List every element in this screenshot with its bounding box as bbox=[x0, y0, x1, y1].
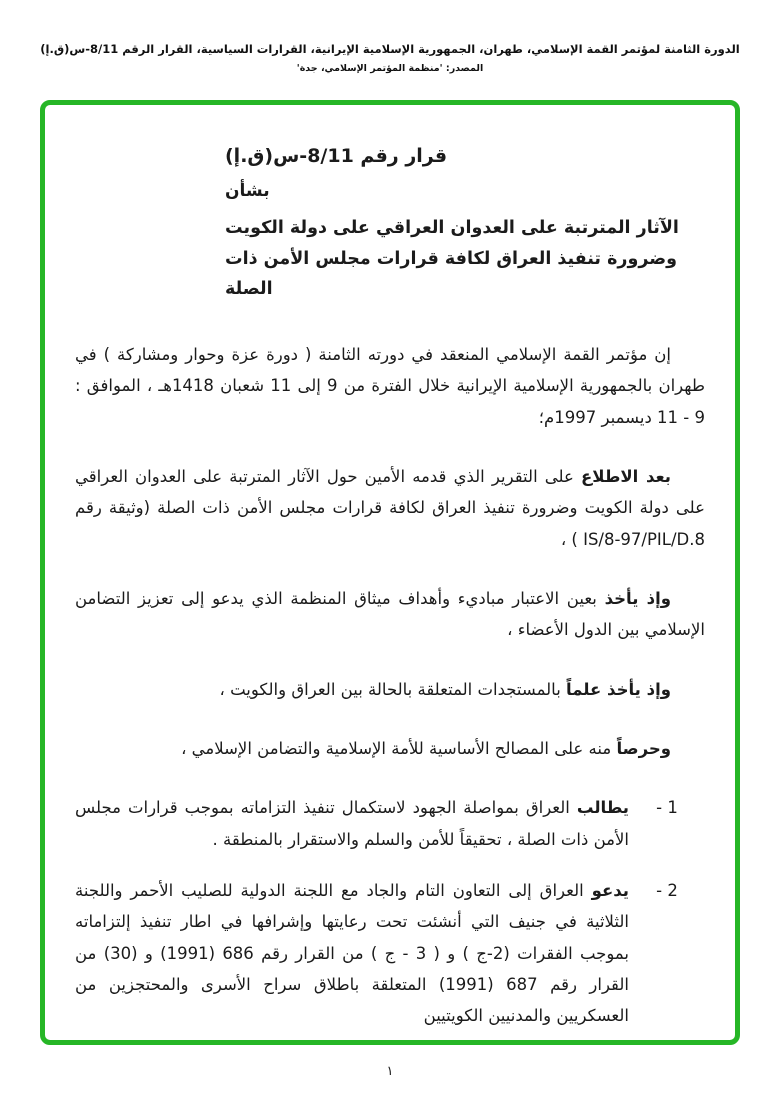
item-1-text bbox=[75, 792, 629, 855]
page-number: ١ bbox=[386, 1064, 394, 1079]
resolution-subject-line-1: الآثار المترتبة على العدوان العراقي على دولة الكويت bbox=[225, 218, 679, 238]
resolution-heading-block bbox=[225, 145, 705, 305]
preamble-opening-clause bbox=[75, 339, 705, 433]
clause-lead: وإذ يأخذ bbox=[604, 588, 671, 608]
preamble-clause-having-reviewed bbox=[75, 461, 705, 555]
page-footer bbox=[0, 1064, 780, 1079]
item-2-text bbox=[75, 875, 629, 1032]
clause-text: بعين الاعتبار مباديء وأهداف ميثاق المنظمة الذي يدعو إلى تعزيز التضامن الإسلامي بين الدول الأعضاء ، bbox=[75, 588, 705, 640]
clause-lead: وإذ يأخذ علماً bbox=[566, 679, 671, 699]
clause-text: منه على المصالح الأساسية للأمة الإسلامية والتضامن الإسلامي ، bbox=[181, 738, 612, 758]
operative-item-2 bbox=[75, 875, 705, 1032]
preamble-clause-keen-on-interests bbox=[75, 733, 705, 764]
item-1-number: 1 - bbox=[656, 798, 678, 818]
document-header bbox=[28, 42, 752, 74]
resolution-regarding-label: بشأن bbox=[225, 181, 270, 201]
resolution-frame bbox=[40, 100, 740, 1045]
item-2-number: 2 - bbox=[656, 881, 678, 900]
clause-text: على التقرير الذي قدمه الأمين حول الآثار المترتبة على العدوان العراقي على دولة الكويت وضرورة تنفيذ العراق لكافة قرارات مجلس الأمن ذات الصلة (وثيقة رقم IS/8-97/PIL/D.8 ) ، bbox=[75, 466, 705, 549]
item-lead: يطالب bbox=[576, 798, 630, 818]
preamble-clause-taking-into-account bbox=[75, 583, 705, 646]
clause-text: إن مؤتمر القمة الإسلامي المنعقد في دورته الثامنة ( دورة عزة وحوار ومشاركة ) في طهران بالجمهورية الإسلامية الإيرانية خلال الفترة من 9 إلى 11 شعبان 1418هـ ، الموافق : 9 - 11 ديسمبر 1997م؛ bbox=[75, 344, 705, 427]
header-citation-line: الدورة الثامنة لمؤتمر القمة الإسلامي، طهران، الجمهورية الإسلامية الإيرانية، القرارات السياسية، القرار الرقم 8/11-س(ق.إ) bbox=[40, 42, 740, 56]
header-source-line: المصدر: 'منظمة المؤتمر الإسلامي، جدة' bbox=[296, 63, 484, 74]
operative-item-1 bbox=[75, 792, 705, 855]
clause-lead: بعد الاطلاع bbox=[581, 466, 671, 486]
clause-text: بالمستجدات المتعلقة بالحالة بين العراق والكويت ، bbox=[219, 679, 561, 699]
preamble-clause-taking-note bbox=[75, 674, 705, 705]
item-body: العراق بمواصلة الجهود لاستكمال تنفيذ التزاماته بموجب قرارات مجلس الأمن ذات الصلة ، تحقيقاً للأمن والسلم والاستقرار بالمنطقة . bbox=[75, 798, 629, 849]
clause-lead: وحرصاً bbox=[616, 738, 671, 758]
resolution-number-title: قرار رقم 8/11-س(ق.إ) bbox=[225, 145, 448, 167]
item-lead: يدعو bbox=[591, 881, 629, 900]
item-body: العراق إلى التعاون التام والجاد مع اللجنة الدولية للصليب الأحمر واللجنة الثلاثية في جنيف التي أنشئت تحت رعايتها وإشرافها في اطار تنفيذ إلتزاماته بموجب الفقرات (2-ج ) و ( 3 - ج ) من القرار رقم 686 (1991) و (30) من القرار رقم 687 (1991) المتعلقة باطلاق سراح الأسرى والمحتجزين من العسكريين والمدنيين الكويتيين bbox=[75, 881, 630, 1026]
resolution-subject-line-2: وضرورة تنفيذ العراق لكافة قرارات مجلس الأمن ذات الصلة bbox=[225, 248, 678, 300]
